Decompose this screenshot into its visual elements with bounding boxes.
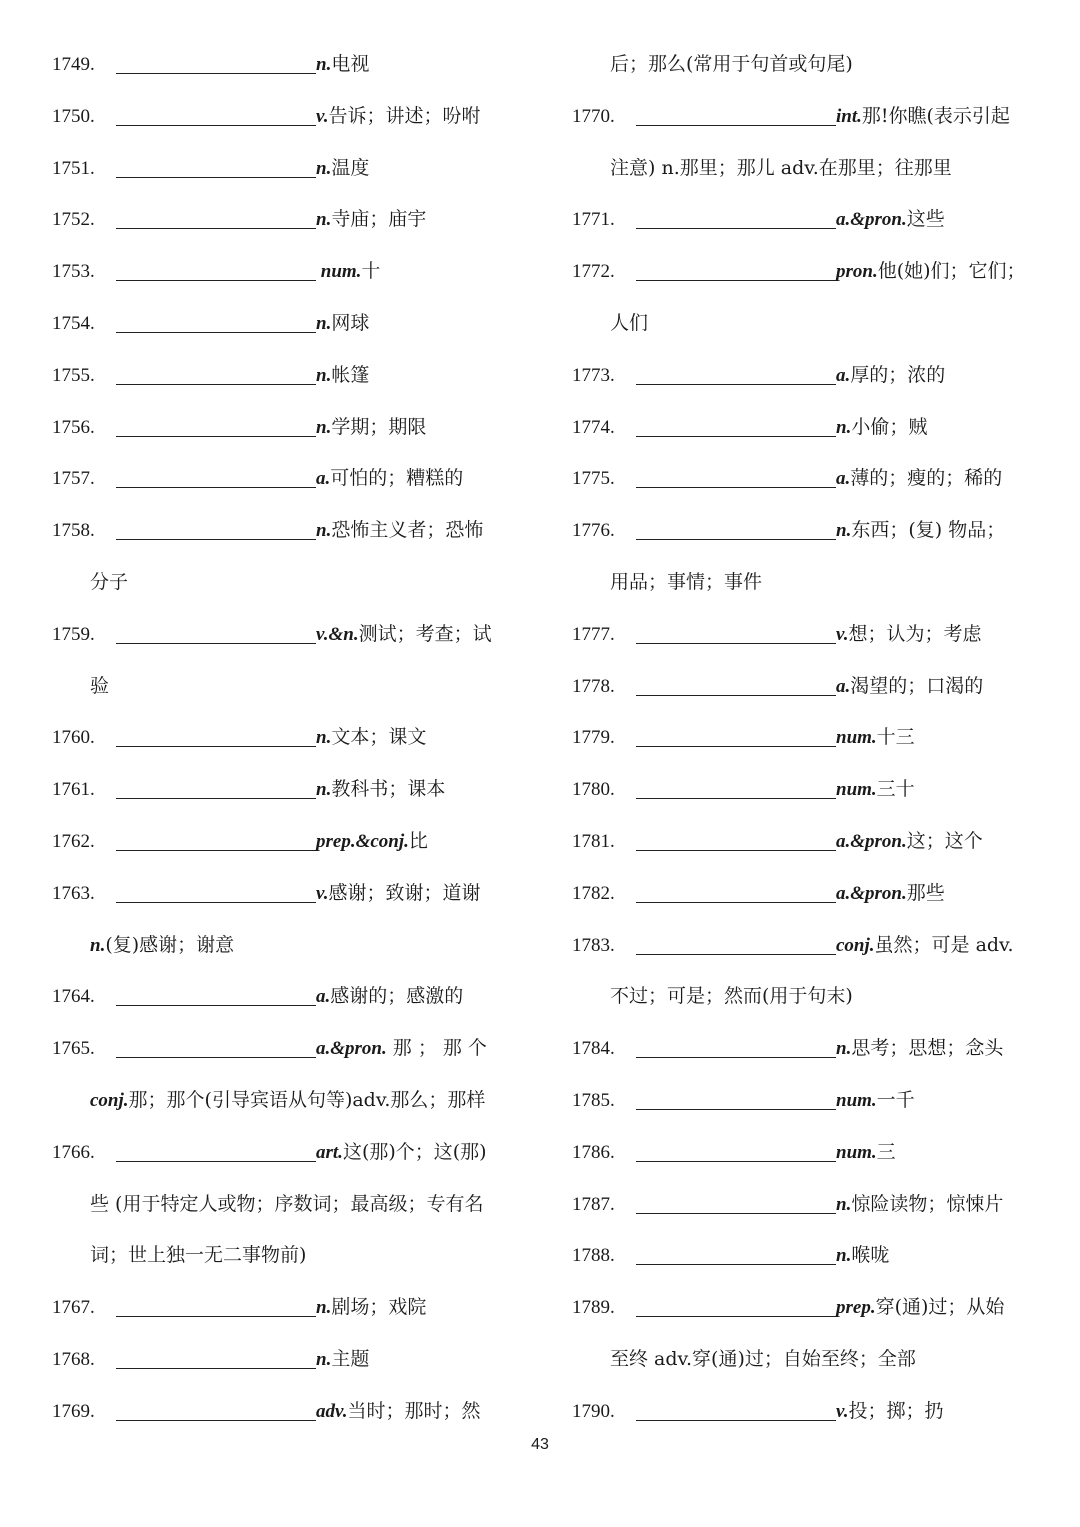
vocab-entry — [52, 711, 512, 763]
page-number: 43 — [531, 1436, 549, 1453]
definition: 惊险读物；惊悚片 — [851, 1192, 1004, 1215]
entry-number: 1779. — [572, 727, 615, 749]
definition: 这(那)个；这(那) — [342, 1140, 487, 1163]
vocab-entry — [572, 711, 1032, 763]
part-of-speech: v. — [836, 1400, 849, 1422]
vocab-entry — [572, 867, 1032, 919]
vocab-continuation — [572, 1333, 1032, 1385]
answer-blank — [116, 410, 316, 437]
vocab-entry — [52, 763, 512, 815]
vocab-continuation — [572, 970, 1032, 1022]
vocab-continuation — [572, 38, 1032, 90]
definition: 温度 — [331, 156, 370, 179]
entry-number: 1774. — [572, 416, 615, 438]
entry-number: 1766. — [52, 1141, 95, 1163]
definition: 电视 — [331, 53, 370, 75]
part-of-speech: conj. — [90, 1089, 129, 1111]
part-of-speech: n. — [316, 1348, 332, 1370]
answer-blank — [636, 617, 836, 644]
definition: 主题 — [331, 1347, 370, 1370]
definition: 告诉；讲述；吩咐 — [328, 104, 481, 127]
vocab-entry — [572, 193, 1032, 245]
definition: 三十 — [876, 778, 915, 801]
vocab-entry — [52, 245, 512, 297]
vocab-entry — [52, 142, 512, 194]
entry-number: 1769. — [52, 1400, 95, 1422]
vocab-continuation — [52, 660, 512, 712]
definition: 用品；事情；事件 — [610, 570, 763, 593]
entry-number: 1775. — [572, 468, 615, 490]
answer-blank — [636, 928, 836, 955]
vocab-entry — [572, 90, 1032, 142]
answer-blank — [636, 254, 836, 281]
vocab-entry — [52, 815, 512, 867]
definition: 恐怖主义者；恐怖 — [331, 519, 484, 542]
vocab-entry — [52, 1333, 512, 1385]
answer-blank — [116, 358, 316, 385]
part-of-speech: art. — [316, 1141, 343, 1163]
entry-number: 1760. — [52, 727, 95, 749]
entry-number: 1786. — [572, 1141, 615, 1163]
definition: 感谢；致谢；道谢 — [328, 881, 481, 904]
part-of-speech: v. — [316, 105, 329, 127]
answer-blank — [636, 1187, 836, 1214]
definition: 薄的；瘦的；稀的 — [850, 467, 1003, 490]
part-of-speech: num. — [836, 1089, 877, 1111]
definition: 些 (用于特定人或物；序数词；最高级；专有名 — [90, 1192, 484, 1215]
definition: 十 — [361, 260, 381, 283]
answer-blank — [116, 461, 316, 488]
part-of-speech: v.&n. — [316, 623, 359, 645]
vocab-entry — [52, 608, 512, 660]
definition: 分子 — [90, 570, 129, 593]
definition: 这些 — [906, 208, 945, 231]
vocab-entry — [52, 193, 512, 245]
answer-blank — [116, 617, 316, 644]
part-of-speech: adv. — [316, 1400, 348, 1422]
answer-blank — [116, 1135, 316, 1162]
answer-blank — [116, 772, 316, 799]
vocab-entry — [572, 1126, 1032, 1178]
part-of-speech: num. — [836, 1141, 877, 1163]
definition: 十三 — [876, 726, 915, 749]
entry-number: 1781. — [572, 830, 615, 852]
vocab-entry — [572, 919, 1032, 971]
part-of-speech: n. — [836, 520, 852, 542]
definition: 学期；期限 — [331, 415, 427, 438]
entry-number: 1756. — [52, 416, 95, 438]
part-of-speech: n. — [316, 364, 332, 386]
answer-blank — [636, 669, 836, 696]
part-of-speech: n. — [316, 209, 332, 231]
part-of-speech: a. — [836, 675, 851, 697]
entry-number: 1763. — [52, 882, 95, 904]
part-of-speech: a.&pron. — [836, 830, 907, 852]
answer-blank — [636, 99, 836, 126]
answer-blank — [116, 1290, 316, 1317]
definition: 帐篷 — [331, 363, 370, 386]
part-of-speech: n. — [316, 54, 332, 75]
answer-blank — [636, 772, 836, 799]
answer-blank — [636, 824, 836, 851]
part-of-speech: n. — [836, 416, 852, 438]
left-column — [52, 38, 512, 1437]
answer-blank — [636, 410, 836, 437]
vocab-entry — [572, 245, 1032, 297]
part-of-speech: n. — [316, 416, 332, 438]
part-of-speech: a.&pron. — [836, 209, 907, 231]
answer-blank — [116, 202, 316, 229]
vocab-entry — [572, 452, 1032, 504]
part-of-speech: n. — [836, 1193, 852, 1215]
part-of-speech: n. — [836, 1245, 852, 1267]
definition: 投；掷；扔 — [848, 1399, 944, 1422]
answer-blank — [116, 513, 316, 540]
entry-number: 1782. — [572, 882, 615, 904]
part-of-speech: v. — [316, 882, 329, 904]
vocab-entry — [572, 349, 1032, 401]
entry-number: 1773. — [572, 364, 615, 386]
vocab-entry — [572, 1022, 1032, 1074]
vocab-entry — [52, 90, 512, 142]
definition: 剧场；戏院 — [331, 1296, 427, 1319]
definition: 网球 — [331, 311, 370, 334]
vocab-entry — [572, 1385, 1032, 1437]
answer-blank — [116, 979, 316, 1006]
vocab-continuation — [572, 556, 1032, 608]
entry-number: 1771. — [572, 209, 615, 231]
definition: 验 — [90, 674, 110, 697]
part-of-speech: n. — [90, 934, 106, 956]
definition: 思考；思想；念头 — [851, 1037, 1004, 1060]
vocab-entry — [572, 1178, 1032, 1230]
entry-number: 1780. — [572, 779, 615, 801]
definition: 当时；那时；然 — [347, 1399, 481, 1422]
vocab-entry — [52, 349, 512, 401]
answer-blank — [636, 1238, 836, 1265]
vocab-entry — [572, 504, 1032, 556]
vocab-continuation — [52, 919, 512, 971]
definition: 喉咙 — [851, 1244, 890, 1267]
vocab-entry — [52, 1281, 512, 1333]
answer-blank — [636, 1083, 836, 1110]
part-of-speech: n. — [836, 1038, 852, 1060]
answer-blank — [636, 513, 836, 540]
entry-number: 1768. — [52, 1348, 95, 1370]
vocab-continuation — [52, 1178, 512, 1230]
vocab-entry — [52, 1385, 512, 1437]
answer-blank — [116, 1342, 316, 1369]
part-of-speech: num. — [316, 261, 362, 283]
definition: 他(她)们；它们； — [877, 260, 1026, 283]
answer-blank — [636, 358, 836, 385]
definition: 三 — [876, 1140, 896, 1163]
entry-number: 1788. — [572, 1245, 615, 1267]
part-of-speech: n. — [316, 727, 332, 749]
answer-blank — [116, 151, 316, 178]
entry-number: 1761. — [52, 779, 95, 801]
part-of-speech: v. — [836, 623, 849, 645]
entry-number: 1749. — [52, 54, 95, 75]
vocab-continuation — [572, 142, 1032, 194]
answer-blank — [116, 824, 316, 851]
definition: 那些 — [906, 881, 945, 904]
entry-number: 1777. — [572, 623, 615, 645]
entry-number: 1753. — [52, 261, 95, 283]
vocab-entry — [572, 401, 1032, 453]
vocab-entry — [52, 867, 512, 919]
vocab-entry — [52, 38, 512, 90]
part-of-speech: conj. — [836, 934, 875, 956]
part-of-speech: n. — [316, 157, 332, 179]
right-column — [572, 38, 1032, 1437]
vocab-entry — [52, 401, 512, 453]
definition: 想；认为；考虑 — [848, 622, 982, 645]
part-of-speech: a. — [316, 468, 331, 490]
definition: 不过；可是；然而(用于句末) — [610, 985, 853, 1008]
vocab-entry — [52, 452, 512, 504]
definition: 穿(通)过；从始 — [875, 1296, 1005, 1319]
entry-number: 1757. — [52, 468, 95, 490]
part-of-speech: n. — [316, 520, 332, 542]
answer-blank — [116, 254, 316, 281]
answer-blank — [636, 461, 836, 488]
answer-blank — [116, 99, 316, 126]
entry-number: 1772. — [572, 261, 615, 283]
vocab-entry — [52, 297, 512, 349]
part-of-speech: num. — [836, 727, 877, 749]
part-of-speech: a. — [836, 468, 851, 490]
answer-blank — [116, 1394, 316, 1421]
part-of-speech: pron. — [836, 261, 878, 283]
answer-blank — [636, 720, 836, 747]
entry-number: 1776. — [572, 520, 615, 542]
entry-number: 1752. — [52, 209, 95, 231]
part-of-speech: int. — [836, 105, 862, 127]
answer-blank — [116, 306, 316, 333]
vocab-entry — [572, 1229, 1032, 1281]
entry-number: 1770. — [572, 105, 615, 127]
vocab-entry — [52, 504, 512, 556]
part-of-speech: a. — [316, 986, 331, 1008]
entry-number: 1750. — [52, 105, 95, 127]
vocab-entry — [52, 1126, 512, 1178]
definition: 厚的；浓的 — [850, 363, 946, 386]
answer-blank — [116, 720, 316, 747]
answer-blank — [636, 1031, 836, 1058]
vocab-entry — [572, 1281, 1032, 1333]
answer-blank — [636, 202, 836, 229]
definition: 那 ； 那 个 — [386, 1037, 487, 1060]
answer-blank — [636, 1394, 836, 1421]
entry-number: 1785. — [572, 1089, 615, 1111]
entry-number: 1767. — [52, 1297, 95, 1319]
vocab-continuation — [52, 556, 512, 608]
definition: 那!你瞧(表示引起 — [861, 104, 1010, 127]
answer-blank — [636, 1290, 836, 1317]
entry-number: 1754. — [52, 312, 95, 334]
entry-number: 1784. — [572, 1038, 615, 1060]
definition: 小偷；贼 — [851, 415, 928, 438]
definition: 测试；考查；试 — [358, 622, 492, 645]
definition: 那；那个(引导宾语从句等)adv.那么；那样 — [128, 1088, 486, 1111]
definition: 东西；(复) 物品； — [851, 519, 1006, 542]
definition: 至终 adv.穿(通)过；自始至终；全部 — [610, 1347, 916, 1370]
definition: 一千 — [876, 1088, 915, 1111]
part-of-speech: prep.&conj. — [316, 830, 409, 852]
entry-number: 1751. — [52, 157, 95, 179]
answer-blank — [116, 1031, 316, 1058]
definition: 虽然；可是 adv. — [874, 933, 1014, 956]
entry-number: 1759. — [52, 623, 95, 645]
entry-number: 1783. — [572, 934, 615, 956]
vocab-entry — [572, 815, 1032, 867]
definition: 后；那么(常用于句首或句尾) — [610, 53, 853, 75]
definition: 注意) n.那里；那儿 adv.在那里；往那里 — [610, 156, 952, 179]
definition: 词；世上独一无二事物前) — [90, 1244, 307, 1267]
entry-number: 1787. — [572, 1193, 615, 1215]
part-of-speech: n. — [316, 1297, 332, 1319]
entry-number: 1778. — [572, 675, 615, 697]
entry-number: 1765. — [52, 1038, 95, 1060]
vocab-entry — [52, 970, 512, 1022]
entry-number: 1764. — [52, 986, 95, 1008]
entry-number: 1758. — [52, 520, 95, 542]
definition: 感谢的；感激的 — [330, 985, 464, 1008]
part-of-speech: prep. — [836, 1297, 876, 1319]
definition: 比 — [408, 829, 428, 852]
entry-number: 1790. — [572, 1400, 615, 1422]
definition: 这；这个 — [906, 829, 983, 852]
part-of-speech: num. — [836, 779, 877, 801]
vocab-continuation — [572, 297, 1032, 349]
part-of-speech: a.&pron. — [316, 1038, 387, 1060]
definition: 人们 — [610, 311, 649, 334]
vocab-entry — [52, 1022, 512, 1074]
definition: 寺庙；庙宇 — [331, 208, 427, 231]
vocab-continuation — [52, 1229, 512, 1281]
part-of-speech: n. — [316, 779, 332, 801]
definition: 教科书；课本 — [331, 778, 446, 801]
definition: (复)感谢；谢意 — [105, 933, 235, 956]
definition: 渴望的；口渴的 — [850, 674, 984, 697]
definition: 文本；课文 — [331, 726, 427, 749]
vocab-entry — [572, 660, 1032, 712]
answer-blank — [116, 47, 316, 74]
vocab-entry — [572, 1074, 1032, 1126]
part-of-speech: a. — [836, 364, 851, 386]
answer-blank — [636, 1135, 836, 1162]
entry-number: 1762. — [52, 830, 95, 852]
answer-blank — [636, 876, 836, 903]
entry-number: 1789. — [572, 1297, 615, 1319]
vocab-continuation — [52, 1074, 512, 1126]
part-of-speech: a.&pron. — [836, 882, 907, 904]
vocab-entry — [572, 763, 1032, 815]
vocab-entry — [572, 608, 1032, 660]
part-of-speech: n. — [316, 312, 332, 334]
definition: 可怕的；糟糕的 — [330, 467, 464, 490]
entry-number: 1755. — [52, 364, 95, 386]
answer-blank — [116, 876, 316, 903]
